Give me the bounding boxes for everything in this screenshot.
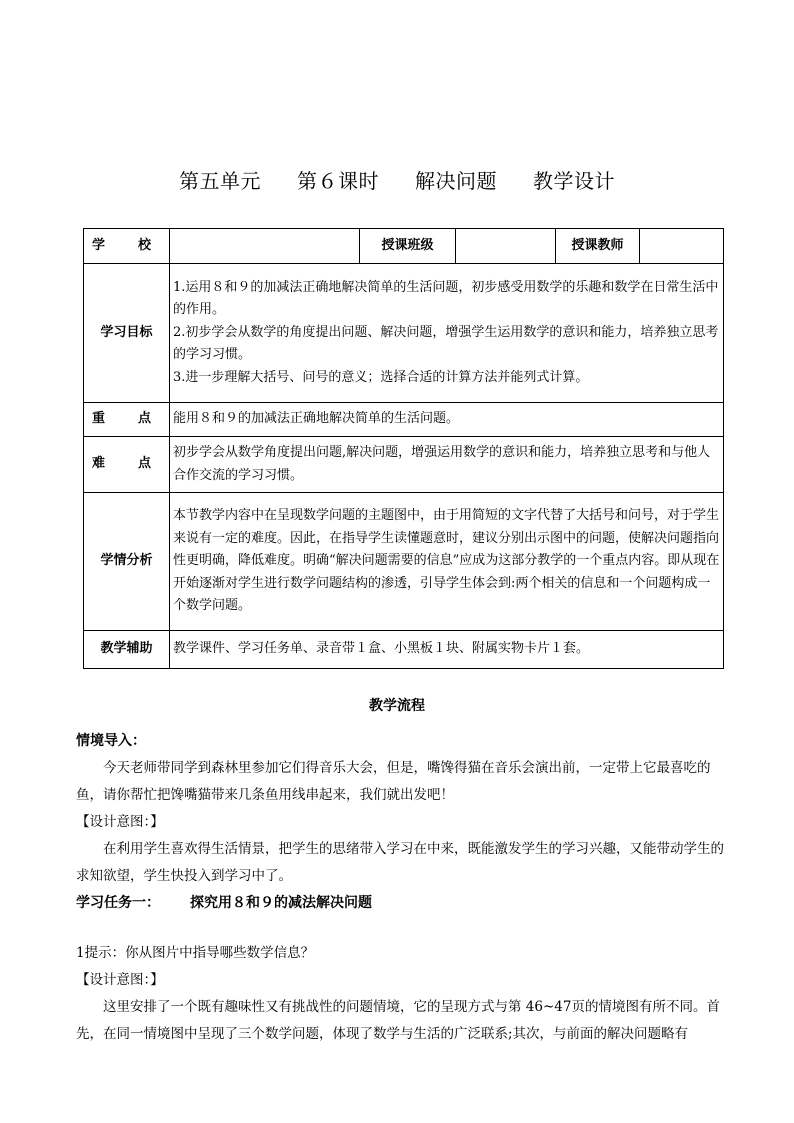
design-label-1: 【设计意图：】 (76, 814, 164, 830)
goals-label: 学习目标 (84, 264, 170, 403)
difficulty-text: 初步学会从数学角度提出问题,解决问题，增强运用数学的意识和能力，培养独立思考和与他人合作交流的学习习惯。 (170, 437, 724, 493)
lesson-info-table (83, 228, 724, 669)
teacher-label: 授课教师 (556, 229, 640, 264)
difficulty-label: 难 点 (84, 437, 170, 493)
design-text-2: 这里安排了一个既有趣味性又有挑战性的问题情境，它的呈现方式与第 46~47页的情境图有所不同。首先，在同一情境图中呈现了三个数学问题，体现了数学与生活的广泛联系;其次，与前面的解决问题略有 (76, 999, 720, 1042)
teacher-value (640, 229, 724, 264)
intro-text: 今天老师带同学到森林里参加它们得音乐大会，但是，嘴馋得猫在音乐会演出前，一定带上它最喜吃的鱼，请你帮忙把馋嘴猫带来几条鱼用线串起来，我们就出发吧！ (76, 760, 711, 803)
design-label-2: 【设计意图：】 (76, 972, 164, 988)
title-kind: 教学设计 (533, 169, 615, 193)
table-row-key (84, 403, 724, 437)
title-unit: 第五单元 (179, 169, 261, 193)
title-lesson: 第６课时 (297, 169, 379, 193)
hint-text: 1提示：你从图片中指导哪些数学信息？ (76, 945, 315, 961)
table-row-goals (84, 264, 724, 403)
flow-title: 教学流程 (369, 698, 425, 714)
table-row-aids (84, 631, 724, 669)
goals-content (170, 264, 724, 403)
table-row-header (84, 229, 724, 264)
key-text: 能用８和９的加减法正确地解决简单的生活问题。 (170, 403, 724, 437)
task-section (76, 940, 726, 1048)
aids-text: 教学课件、学习任务单、录音带１盒、小黑板１块、附属实物卡片１套。 (170, 631, 724, 669)
analysis-label: 学情分析 (84, 493, 170, 631)
task-heading (76, 890, 726, 917)
analysis-text: 本节教学内容中在呈现数学问题的主题图中，由于用简短的文字代替了大括号和问号，对于学生来说有一定的难度。因此，在指导学生读懂题意时，建议分别出示图中的问题，使解决问题指向性更明确，降低难度。明确“解决问题需要的信息”应成为这部分教学的一个重点内容。即从现在开始逐渐对学生进行数学问题结构的渗透，引导学生体会到:两个相关的信息和一个问题构成一个数学问题。 (170, 493, 724, 631)
intro-heading: 情境导入： (76, 733, 146, 749)
key-label: 重 点 (84, 403, 170, 437)
goal-item: 3.进一步理解大括号、问号的意义；选择合适的计算方法并能列式计算。 (173, 369, 589, 385)
goal-item: 1.运用８和９的加减法正确地解决简单的生活问题，初步感受用数学的乐趣和数学在日常生活中的作用。 (173, 279, 719, 318)
document-title (0, 165, 794, 194)
table-row-analysis (84, 493, 724, 631)
class-value (456, 229, 556, 264)
aids-label: 教学辅助 (84, 631, 170, 669)
design-text-1: 在利用学生喜欢得生活情景，把学生的思绪带入学习在中来，既能激发学生的学习兴趣，又能带动学生的求知欲望，学生快投入到学习中了。 (76, 841, 724, 884)
intro-section (76, 728, 726, 917)
class-label: 授课班级 (360, 229, 456, 264)
task-title: 探究用８和９的减法解决问题 (190, 895, 372, 911)
table-row-difficulty (84, 437, 724, 493)
school-value (170, 229, 360, 264)
title-topic: 解决问题 (415, 169, 497, 193)
task-label: 学习任务一： (76, 895, 160, 911)
school-label: 学 校 (84, 229, 170, 264)
goal-item: 2.初步学会从数学的角度提出问题、解决问题，增强学生运用数学的意识和能力，培养独立思考的学习习惯。 (173, 324, 719, 363)
